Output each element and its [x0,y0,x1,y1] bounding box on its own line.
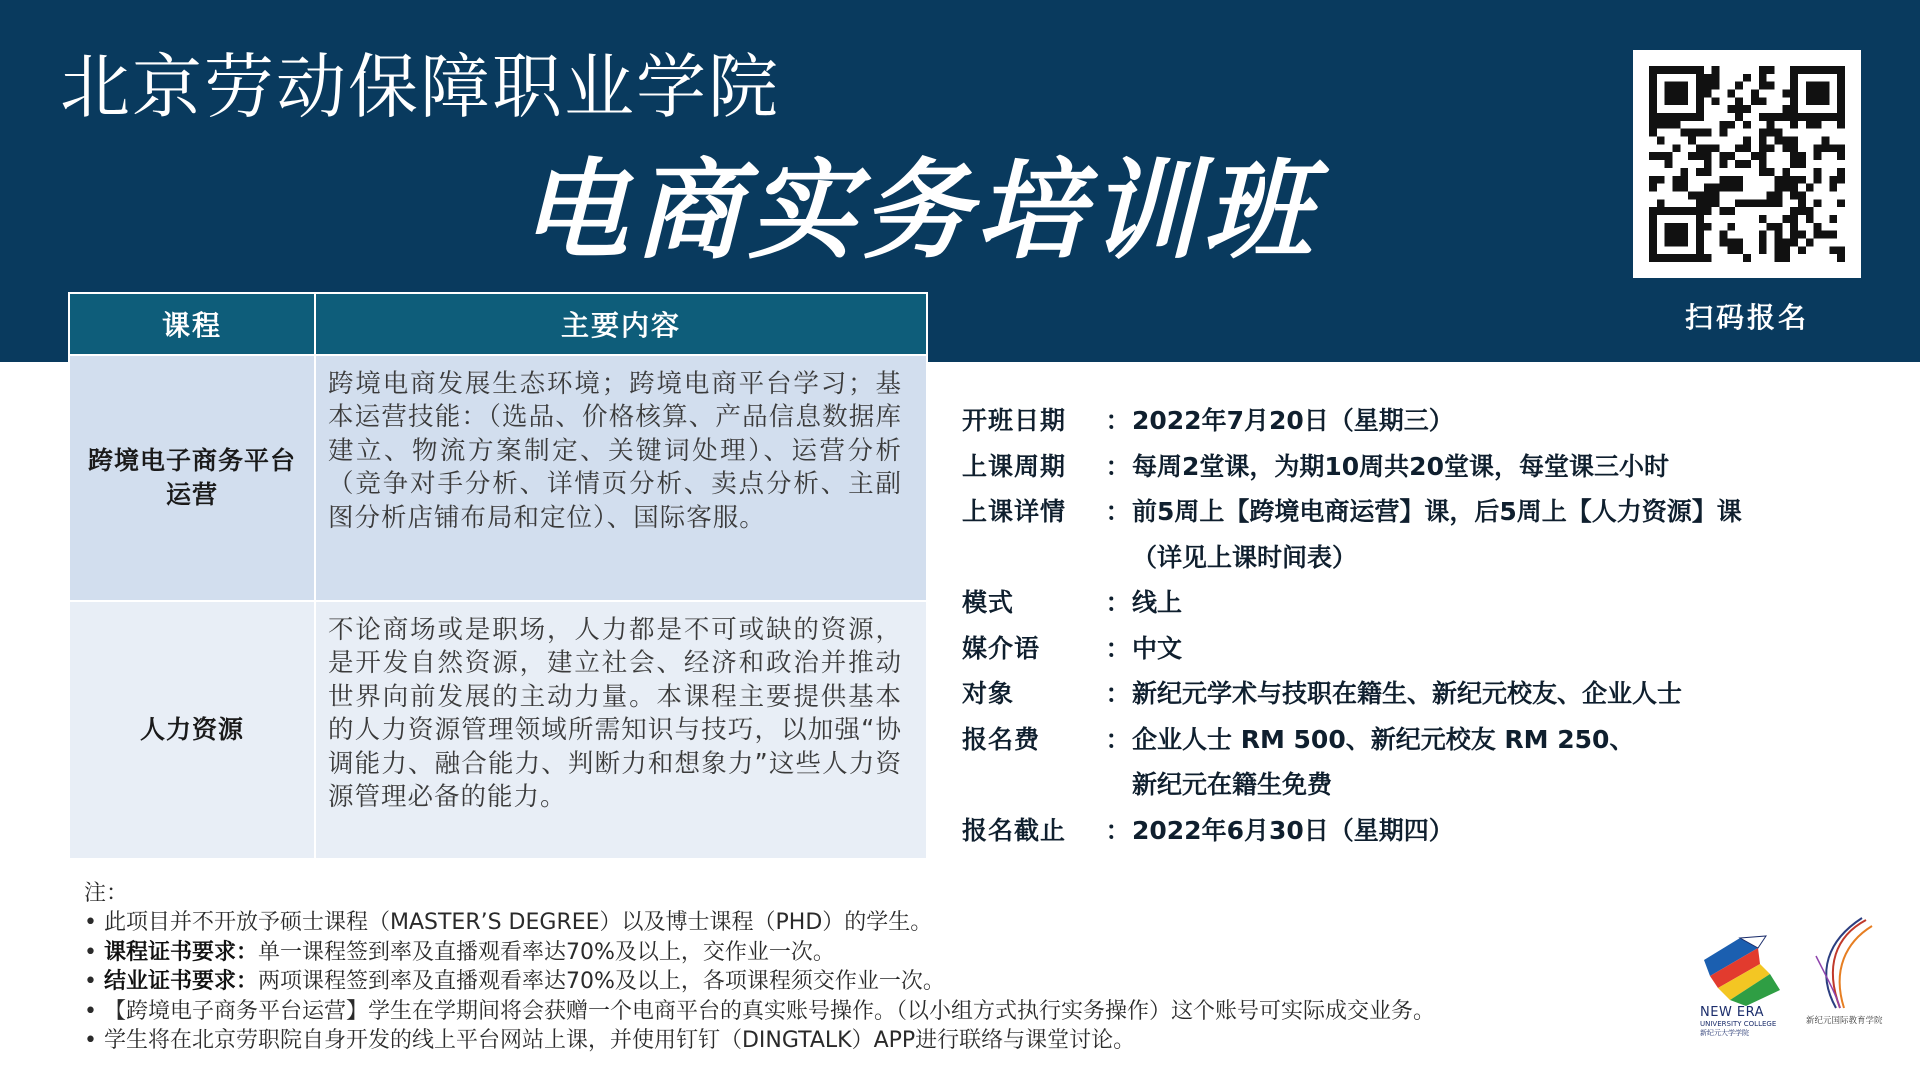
new-era-chinese-name: 新纪元大学学院 [1700,1029,1749,1037]
note-item [84,997,1644,1027]
info-value: 2022年7月20日（星期三） [1132,406,1454,435]
info-colon: ： [1105,588,1131,617]
column-header-content: 主要内容 [315,293,927,355]
class-info-list [962,398,1902,853]
info-colon: ： [1105,451,1131,481]
info-row-fee-cont [962,762,1902,808]
note-item [84,938,1644,968]
info-label: 报名费 [962,724,1041,754]
info-colon-spacer [1104,762,1132,808]
note-text: 两项课程签到率及直播观看率达70%及以上，各项课程须交作业一次。 [258,969,945,994]
new-era-subtitle: UNIVERSITY COLLEGE [1700,1020,1777,1028]
note-text: 单一课程签到率及直播观看率达70%及以上，交作业一次。 [258,939,835,965]
info-label: 对象 [962,679,1015,708]
info-value: 前5周上【跨境电商运营】课，后5周上【人力资源】课 [1132,497,1742,526]
info-colon: ： [1105,497,1131,526]
school-name: 北京劳动保障职业学院 [60,46,780,128]
qr-caption: 扫码报名 [1684,301,1809,334]
bullet: • [84,998,97,1024]
registration-qr-code[interactable] [1633,50,1861,278]
notes-section [84,880,1644,1056]
info-row-schedule [962,444,1902,490]
table-header-row [69,293,927,355]
bullet: • [84,969,97,994]
info-row-details [962,489,1902,535]
info-colon: ： [1105,724,1131,754]
info-value: （详见上课时间表） [1132,542,1358,572]
info-label: 媒介语 [962,633,1041,663]
new-era-name: NEW ERA [1700,1005,1765,1020]
info-label: 上课周期 [962,451,1067,481]
info-label [962,535,1104,581]
course-description: 跨境电商发展生态环境；跨境电商平台学习；基本运营技能：（选品、价格核算、产品信息数据库建立、物流方案制定、关键词处理）、运营分析（竞争对手分析、详情页分析、卖点分析、主副图分析店铺布局和定位）、国际客服。 [315,355,927,601]
info-colon: ： [1105,633,1131,663]
bullet: • [84,1028,97,1053]
note-text: 此项目并不开放予硕士课程（MASTER’S DEGREE）以及博士课程（PHD）的学生。 [103,910,933,935]
course-name: 人力资源 [69,601,315,859]
info-value: 企业人士 RM 500、新纪元校友 RM 250、 [1132,724,1635,754]
bullet: • [84,910,97,935]
info-colon: ： [1105,815,1131,845]
info-colon: ： [1105,406,1131,435]
info-colon: ： [1105,679,1131,708]
note-strong: 课程证书要求： [103,939,258,965]
info-row-details-cont [962,535,1902,581]
info-row-fee [962,717,1902,763]
note-text: 学生将在北京劳职院自身开发的线上平台网站上课，并使用钉钉（DINGTALK）APP进行联络与课堂讨论。 [103,1028,1136,1053]
info-label: 开班日期 [962,406,1067,435]
info-row-start-date [962,398,1902,444]
column-header-course: 课程 [69,293,315,355]
course-title: 电商实务培训班 [520,149,1319,274]
info-value: 线上 [1132,588,1183,617]
info-colon-spacer [1104,535,1132,581]
info-value: 2022年6月30日（星期四） [1132,815,1454,845]
info-row-audience [962,671,1902,717]
note-strong: 结业证书要求： [103,969,258,994]
info-row-deadline [962,808,1902,854]
notes-heading: 注： [84,881,129,906]
info-value: 新纪元在籍生免费 [1132,770,1333,799]
info-label: 上课详情 [962,497,1067,526]
info-value: 新纪元学术与技职在籍生、新纪元校友、企业人士 [1132,679,1683,708]
new-era-university-logo [1700,930,1784,1040]
course-name: 跨境电子商务平台运营 [69,355,315,601]
bullet: • [84,939,97,965]
info-row-mode [962,580,1902,626]
new-era-emblem-icon [1700,930,1784,1006]
table-row [69,355,927,601]
note-text: 【跨境电子商务平台运营】学生在学期间将会获赠一个电商平台的真实账号操作。（以小组方式执行实务操作）这个账号可实际成交业务。 [103,998,1435,1024]
info-row-language [962,626,1902,672]
international-education-institute-logo [1806,916,1884,1044]
institute-emblem-icon [1806,916,1878,1016]
info-label: 模式 [962,588,1015,617]
info-value: 每周2堂课，为期10周共20堂课，每堂课三小时 [1132,451,1669,481]
note-item [84,967,1644,997]
info-label: 报名截止 [962,815,1067,845]
course-description: 不论商场或是职场，人力都是不可或缺的资源，是开发自然资源，建立社会、经济和政治并推动世界向前发展的主动力量。本课程主要提供基本的人力资源管理领域所需知识与技巧，以加强“协调能力、融合能力、判断力和想象力”这些人力资源管理必备的能力。 [315,601,927,859]
table-row [69,601,927,859]
info-value: 中文 [1132,633,1183,663]
note-item [84,1026,1644,1056]
qr-code-icon [1649,66,1845,262]
institute-name: 新纪元国际教育学院 [1806,1016,1883,1026]
info-label [962,762,1104,808]
note-item [84,908,1644,938]
course-table [68,292,928,860]
